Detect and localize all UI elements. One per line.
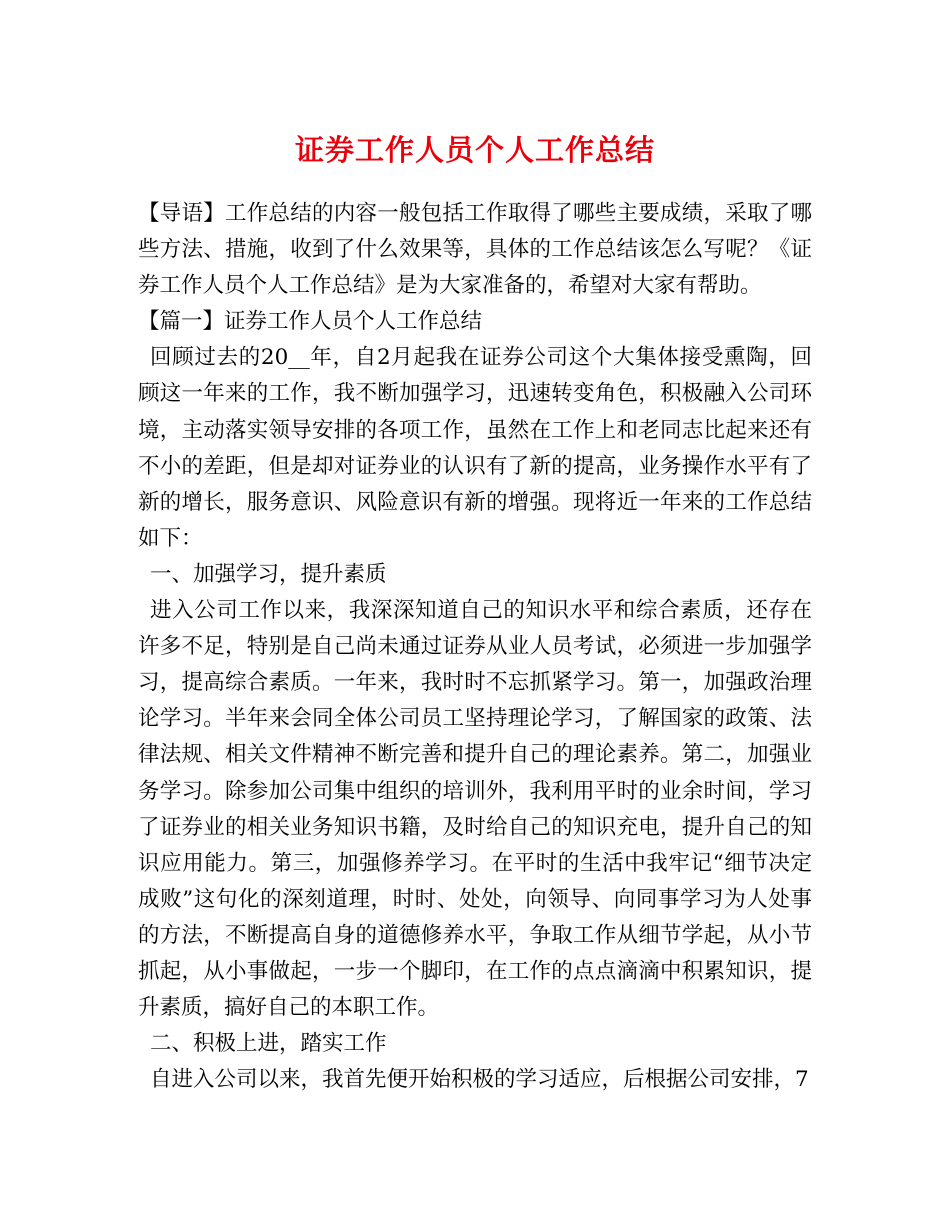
intro-paragraph: 【导语】工作总结的内容一般包括工作取得了哪些主要成绩，采取了哪些方法、措施，收到了什么效果等，具体的工作总结该怎么写呢？《证券工作人员个人工作总结》是为大家准备的，希望对大家有帮助。	[138, 201, 812, 299]
document-body	[138, 196, 812, 1098]
chapter-heading: 【篇一】证券工作人员个人工作总结	[138, 309, 483, 335]
section-heading: 一、加强学习，提升素质	[150, 561, 387, 587]
body-paragraph: 自进入公司以来，我首先便开始积极的学习适应，后根据公司安排，7	[150, 1067, 809, 1093]
body-paragraph: 进入公司工作以来，我深深知道自己的知识水平和综合素质，还存在许多不足，特别是自己尚未通过证券从业人员考试，必须进一步加强学习，提高综合素质。一年来，我时时不忘抓紧学习。第一，加强政治理论学习。半年来会同全体公司员工坚持理论学习，了解国家的政策、法律法规、相关文件精神不断完善和提升自己的理论素养。第二，加强业务学习。除参加公司集中组织的培训外，我利用平时的业余时间，学习了证券业的相关业务知识书籍，及时给自己的知识充电，提升自己的知识应用能力。第三，加强修养学习。在平时的生活中我牢记“细节决定成败”这句化的深刻道理，时时、处处，向领导、向同事学习为人处事的方法，不断提高自身的道德修养水平，争取工作从细节学起，从小节抓起，从小事做起，一步一个脚印，在工作的点点滴滴中积累知识，提升素质，搞好自己的本职工作。	[138, 598, 812, 1021]
section-heading: 二、积极上进，踏实工作	[150, 1031, 387, 1057]
body-paragraph: 回顾过去的20__年，自2月起我在证券公司这个大集体接受熏陶，回顾这一年来的工作，我不断加强学习，迅速转变角色，积极融入公司环境，主动落实领导安排的各项工作，虽然在工作上和老同志比起来还有不小的差距，但是却对证券业的认识有了新的提高，业务操作水平有了新的增长，服务意识、风险意识有新的增强。现将近一年来的工作总结如下：	[138, 345, 812, 551]
document-title: 证券工作人员个人工作总结	[294, 133, 655, 167]
